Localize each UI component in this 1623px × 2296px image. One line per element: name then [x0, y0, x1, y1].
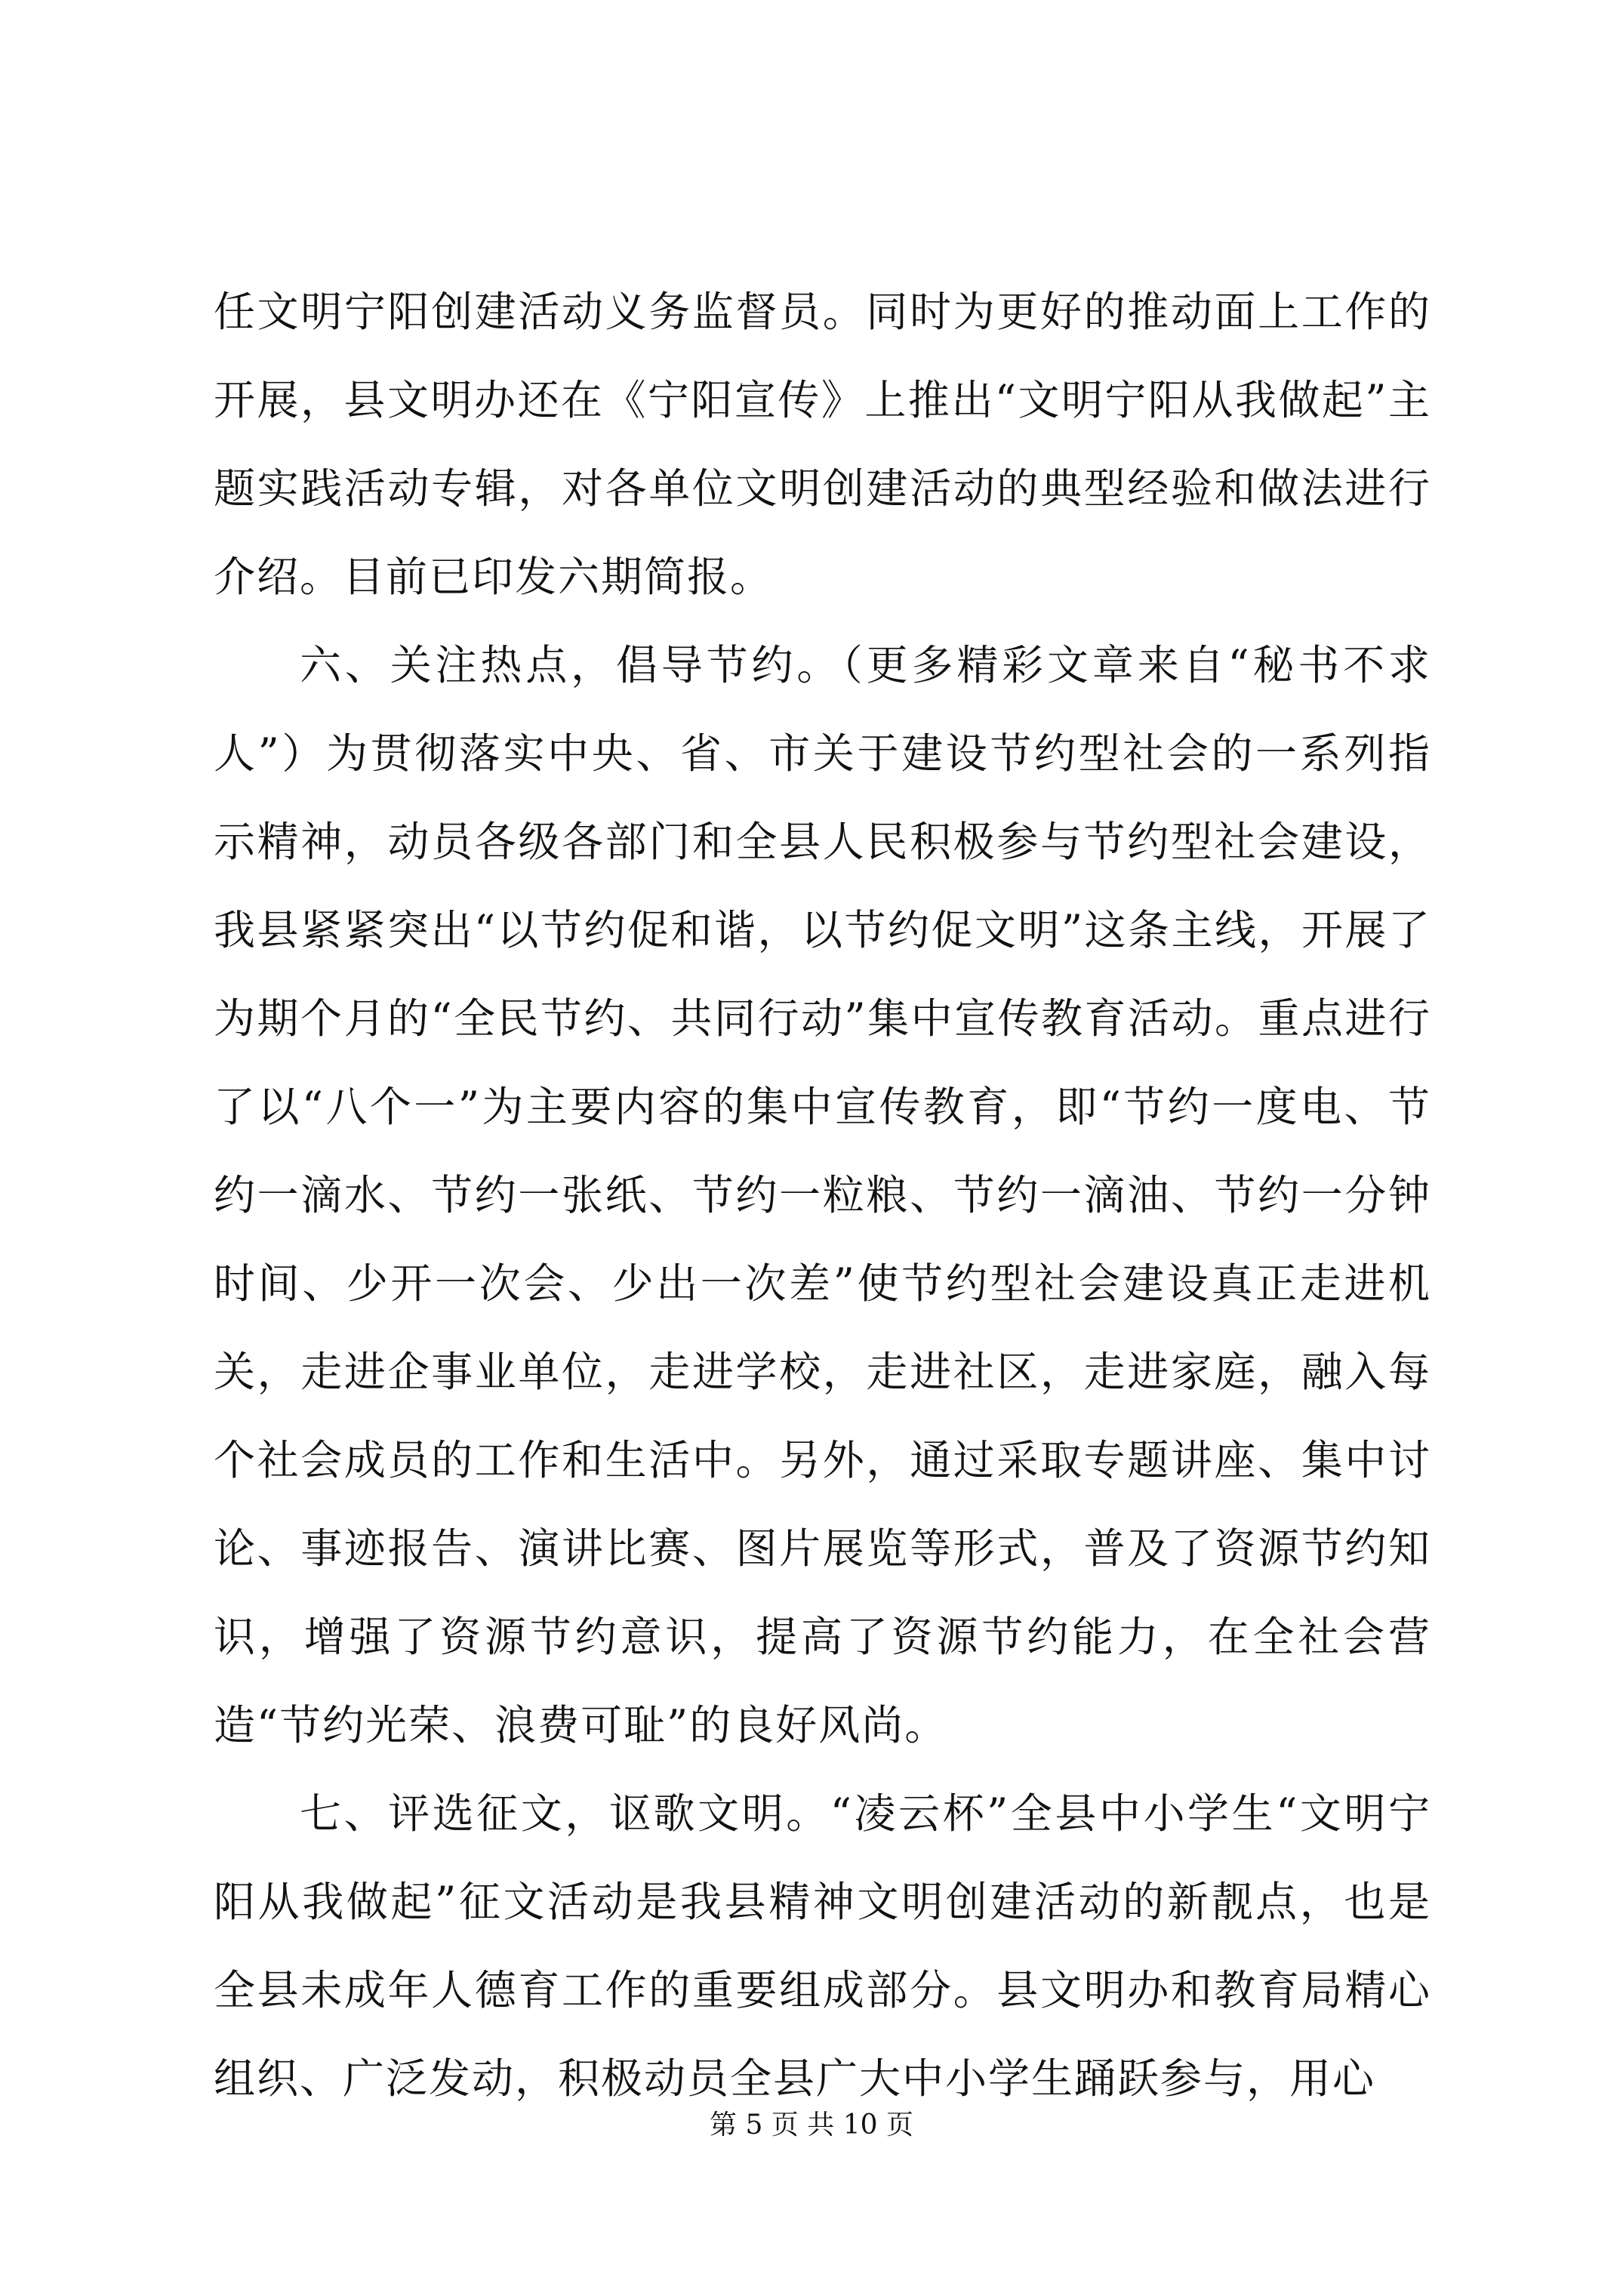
paragraph-section-six: 六、关注热点，倡导节约。（更多精彩文章来自“秘书不求人”）为贯彻落实中央、省、市关于建设节约型社会的一系列指示精神，动员各级各部门和全县人民积极参与节约型社会建设，我县紧紧突出“以节约促和谐，以节约促文明”这条主线，开展了为期个月的“全民节约、共同行动”集中宣传教育活动。重点进行了以“八个一”为主要内容的集中宣传教育，即“节约一度电、节约一滴水、节约一张纸、节约一粒粮、节约一滴油、节约一分钟时间、少开一次会、少出一次差”使节约型社会建设真正走进机关，走进企事业单位，走进学校，走进社区，走进家庭，融入每个社会成员的工作和生活中。另外，通过采取专题讲座、集中讨论、事迹报告、演讲比赛、图片展览等形式，普及了资源节约知识，增强了资源节约意识，提高了资源节约能力，在全社会营造“节约光荣、浪费可耻”的良好风尚。 [214, 641, 1431, 1749]
page-footer: 第 5 页 共 10 页 [710, 2110, 913, 2140]
paragraph-continuation: 任文明宁阳创建活动义务监督员。同时为更好的推动面上工作的开展，县文明办还在《宁阳宣传》上推出“文明宁阳从我做起”主题实践活动专辑，对各单位文明创建活动的典型经验和做法进行介绍。目前已印发六期简报。 [214, 288, 1431, 601]
document-body [214, 268, 1431, 2123]
paragraph-section-seven: 七、评选征文，讴歌文明。“凌云杯”全县中小学生“文明宁阳从我做起”征文活动是我县精神文明创建活动的新靓点，也是全县未成年人德育工作的重要组成部分。县文明办和教育局精心组织、广泛发动，积极动员全县广大中小学生踊跃参与，用心 [214, 1789, 1431, 2103]
